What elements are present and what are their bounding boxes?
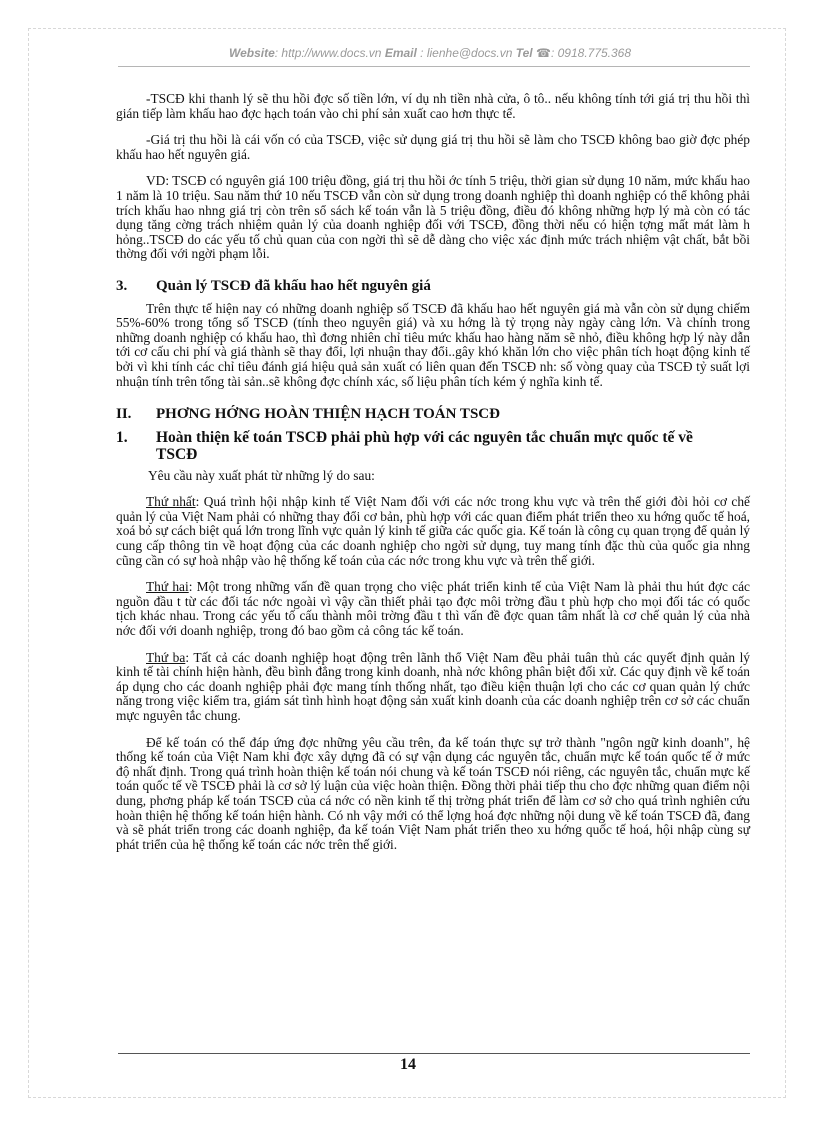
lead-third: Thứ ba: [146, 649, 186, 665]
section-title: Quản lý TSCĐ đã khấu hao hết nguyên giá: [156, 277, 431, 294]
paragraph-first-reason: [116, 495, 750, 568]
paragraph-second-reason: [116, 580, 750, 638]
paragraph-salvage-value: -TSCĐ khi thanh lý sẽ thu hồi đợc số tiền lớn, ví dụ nh tiền nhà cửa, ô tô.. nếu không tính tới giá trị thu hồi thì gián tiếp làm khấu hao đợc hạch toán vào chi phí sản xuất cao hơn thực tế.: [116, 91, 750, 121]
email-label: Email: [384, 46, 417, 60]
subsection-heading-1: [116, 429, 750, 463]
tel-value: : 0918.775.368: [550, 46, 632, 60]
chapter-title: PHƠNG HỚNG HOÀN THIỆN HẠCH TOÁN TSCĐ: [156, 406, 500, 423]
phone-icon: ☎: [536, 46, 551, 60]
header-divider: [118, 66, 750, 67]
website-value: : http://www.docs.vn: [274, 46, 382, 60]
intro-line: Yêu cầu này xuất phát từ những lý do sau:: [148, 467, 375, 483]
footer-divider: [118, 1053, 750, 1054]
third-reason-text: : Tất cả các doanh nghiệp hoạt động trên lãnh thổ Việt Nam đều phải tuân thủ các quyết định quản lý kinh tế tài chính hiện hành, đều bình đẳng trong kinh doanh, nhà nớc không phân biệt đối xử. Các quy định về kế toán áp dụng cho các doanh nghiệp phải đợc mang tính thống nhất, tạo điều kiện thuận lợi cho các cơ quan quản lý chức năng trong việc kiểm tra, giám sát tình hình hoạt động sản xuất kinh doanh của các doanh nghiệp trên cơ sở các chuẩn mực nguyên tắc chung.: [116, 649, 750, 723]
paragraph-example: VD: TSCĐ có nguyên giá 100 triệu đồng, giá trị thu hồi ớc tính 5 triệu, thời gian sử dụng 10 năm, mức khấu hao 1 năm là 10 triệu. Sau năm thứ 10 nếu TSCĐ vẫn còn sử dụng trong doanh nghiệp thì doanh nghiệp có thể không phải trích khấu hao nhng giá trị còn trên sổ sách kế toán vẫn là 5 triệu đồng, điều đó không những hợp lý mà còn có tác dụng tăng cờng trách nhiệm quản lý của doanh nghiệp đối với TSCĐ, đồng thời nếu có hiện tợng mất mát làm h hỏng..TSCĐ do các yếu tố chủ quan của con ngời thì sẽ dễ dàng cho việc xác định mức trách nhiệm vật chất, bắt bồi thờng đối với ngời phạm lỗi.: [116, 173, 750, 262]
page-number: 14: [400, 1056, 416, 1073]
chapter-number: II.: [116, 406, 132, 423]
tel-label: Tel: [515, 46, 533, 60]
lead-first: Thứ nhất: [146, 494, 196, 510]
subsection-title: Hoàn thiện kế toán TSCĐ phải phù hợp với các nguyên tắc chuẩn mực quốc tế về TSCĐ: [156, 428, 693, 463]
section-heading-3: [116, 279, 750, 294]
email-value: : lienhe@docs.vn: [420, 46, 513, 60]
page-header: [150, 46, 710, 60]
paragraph-residual-value: -Giá trị thu hồi là cái vốn có của TSCĐ, việc sử dụng giá trị thu hồi sẽ làm cho TSCĐ không bao giờ đợc phép khấu hao hết nguyên giá.: [116, 132, 750, 162]
paragraph-third-reason: [116, 651, 750, 724]
section-number: 3.: [116, 277, 128, 294]
first-reason-text: : Quá trình hội nhập kinh tế Việt Nam đối với các nớc trong khu vực và trên thế giới đòi hỏi cơ chế quản lý của Việt Nam phải có những thay đổi cơ bản, phù hợp với các quan điểm phát triển theo xu hớng quốc tế hoá, xoá bỏ sự cách biệt quá lớn trong lĩnh vực quản lý kinh tế giữa các quốc gia. Kế toán là công cụ quan trọng để quản lý cung cấp thông tin về hoạt động của các doanh nghiệp cho ngời sử dụng, tuy mang tính đặc thù của quốc gia nhng cũng cần có sự hoà nhập vào hệ thống kế toán của các nớc trong khu vực và trên thế giới.: [116, 494, 750, 568]
paragraph-depreciated-assets: Trên thực tế hiện nay có những doanh nghiệp số TSCĐ đã khấu hao hết nguyên giá mà vẫn còn sử dụng chiếm 55%-60% trong tổng số TSCĐ (tính theo nguyên giá) và xu hớng là tỷ trọng này ngày càng lớn. Và chính trong những doanh nghiệp có khấu hao, thì đơng nhiên chỉ tiêu mức khấu hao hàng năm sẽ nhỏ, điều không hợp lý này dẫn tới cơ cấu chi phí và giá thành sẽ thay đổi, lợi nhuận thay đổi..gây khó khăn lớn cho việc phân tích hoạt động kinh tế bởi vì khi tính các chỉ tiêu đánh giá hiệu quả sản xuất có liên quan đến TSCĐ nh: số vòng quay của TSCĐ tỷ suất lợi nhuận tính trên tổng tài sản..sẽ không đợc chính xác, số liệu phân tích kém ý nghĩa kinh tế.: [116, 300, 750, 389]
chapter-heading-ii: [116, 407, 750, 422]
document-body: [116, 92, 750, 864]
second-reason-text: : Một trong những vấn đề quan trọng cho việc phát triển kinh tế của Việt Nam là phải thu hút đợc các nguồn đầu t từ các đối tác nớc ngoài vì vậy cần thiết phải tạo đợc môi trờng đầu t phù hợp cho mọi đối tác có quốc tịch khác nhau. Trong các yếu tố cấu thành môi trờng đầu t thì vấn đề đợc quan tâm nhất là cơ chế quản lý của nhà nớc đối với doanh nghiệp, trong đó bao gồm cả công tác kế toán.: [116, 579, 750, 639]
website-label: Website: [228, 46, 275, 60]
paragraph-conclusion: Để kế toán có thể đáp ứng đợc những yêu cầu trên, đa kế toán thực sự trở thành "ngôn ngữ kinh doanh", hệ thống kế toán của Việt Nam khi đợc xây dựng đã có sự vận dụng các nguyên tắc, chuẩn mực kế toán quốc tế ở mức độ nhất định. Trong quá trình hoàn thiện kế toán nói chung và kế toán TSCĐ nói riêng, các nguyên tắc, chuẩn mực kế toán quốc tế về TSCĐ phải là cơ sở lý luận của việc hoàn thiện. Đồng thời phải tiếp thu cho đợc những quan điểm nội dung, phơng pháp kế toán TSCĐ của cá nớc có nền kinh tế thị trờng phát triển để làm cơ sở cho quá trình nghiên cứu hoàn thiện hệ thống kế toán hiện hành. Có nh vậy mới có thể lợng hoá đợc những nội dung về kế toán TSCĐ đã, đang và sẽ phát triển trong các doanh nghiệp, đa kế toán Việt Nam phát triển theo xu hớng quốc tế hoá, hội nhập cùng sự phát triển của hệ thống kế toán các nớc trên thế giới.: [116, 734, 750, 852]
lead-second: Thứ hai: [146, 579, 189, 595]
subsection-number: 1.: [116, 428, 128, 446]
